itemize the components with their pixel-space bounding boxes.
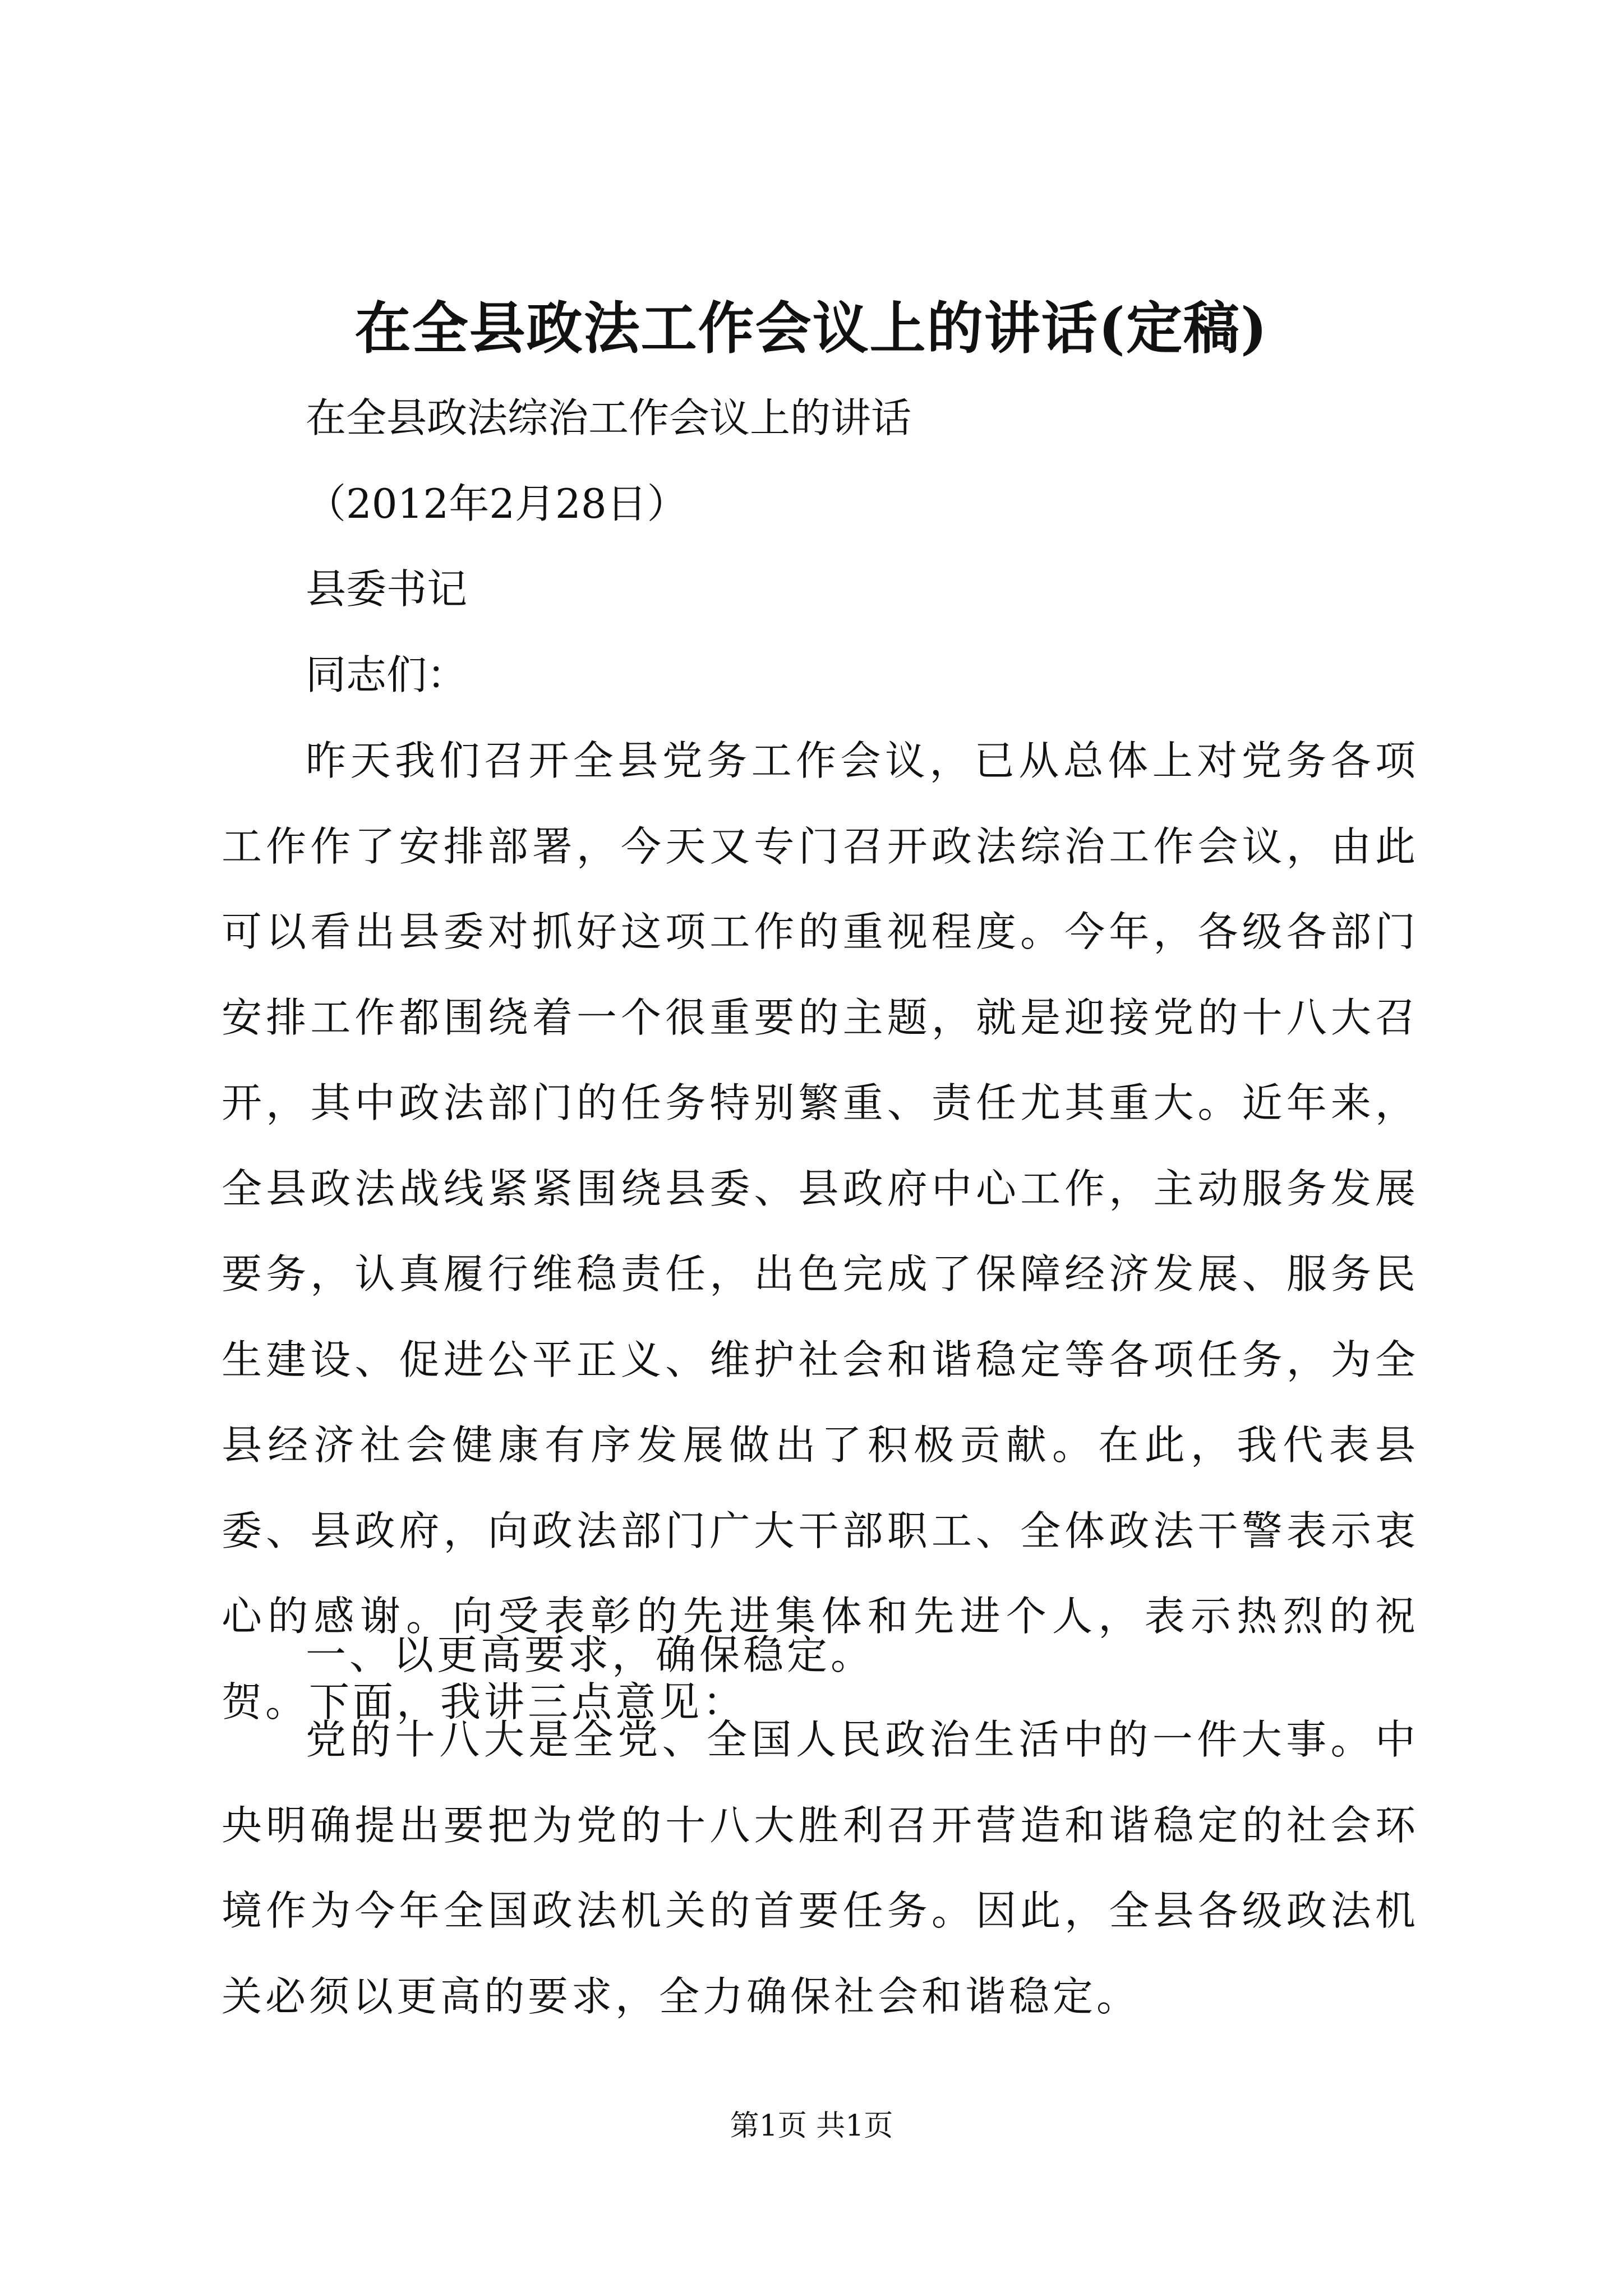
body-paragraph-1: 昨天我们召开全县党务工作会议，已从总体上对党务各项工作作了安排部署，今天又专门召开政法综治工作会议，由此可以看出县委对抓好这项工作的重视程度。今年，各级各部门安排工作都围绕着一个很重要的主题，就是迎接党的十八大召开，其中政法部门的任务特别繁重、责任尤其重大。近年来，全县政法战线紧紧围绕县委、县政府中心工作，主动服务发展要务，认真履行维稳责任，出色完成了保障经济发展、服务民生建设、促进公平正义、维护社会和谐稳定等各项任务，为全县经济社会健康有序发展做出了积极贡献。在此，我代表县委、县政府，向政法部门广大干部职工、全体政法干警表示衷心的感谢。向受表彰的先进集体和先进个人，表示热烈的祝贺。下面，我讲三点意见： — [222, 737, 1419, 1726]
section-heading-1: 一、以更高要求，确保稳定。 — [306, 1631, 875, 1678]
body-paragraph-2: 党的十八大是全党、全国人民政治生活中的一件大事。中央明确提出要把为党的十八大胜利召开营造和谐稳定的社会环境作为今年全国政法机关的首要任务。因此，全县各级政法机关必须以更高的要求，全力确保社会和谐稳定。 — [222, 1716, 1419, 2020]
speaker-title: 县委书记 — [306, 565, 468, 613]
speech-subtitle: 在全县政法综治工作会议上的讲话 — [306, 394, 912, 441]
salutation: 同志们： — [306, 651, 468, 698]
speech-date: （2012年2月28日） — [306, 480, 688, 527]
page-footer: 第1页 共1页 — [730, 2109, 893, 2143]
document-title: 在全县政法工作会议上的讲话(定稿) — [354, 295, 1269, 361]
